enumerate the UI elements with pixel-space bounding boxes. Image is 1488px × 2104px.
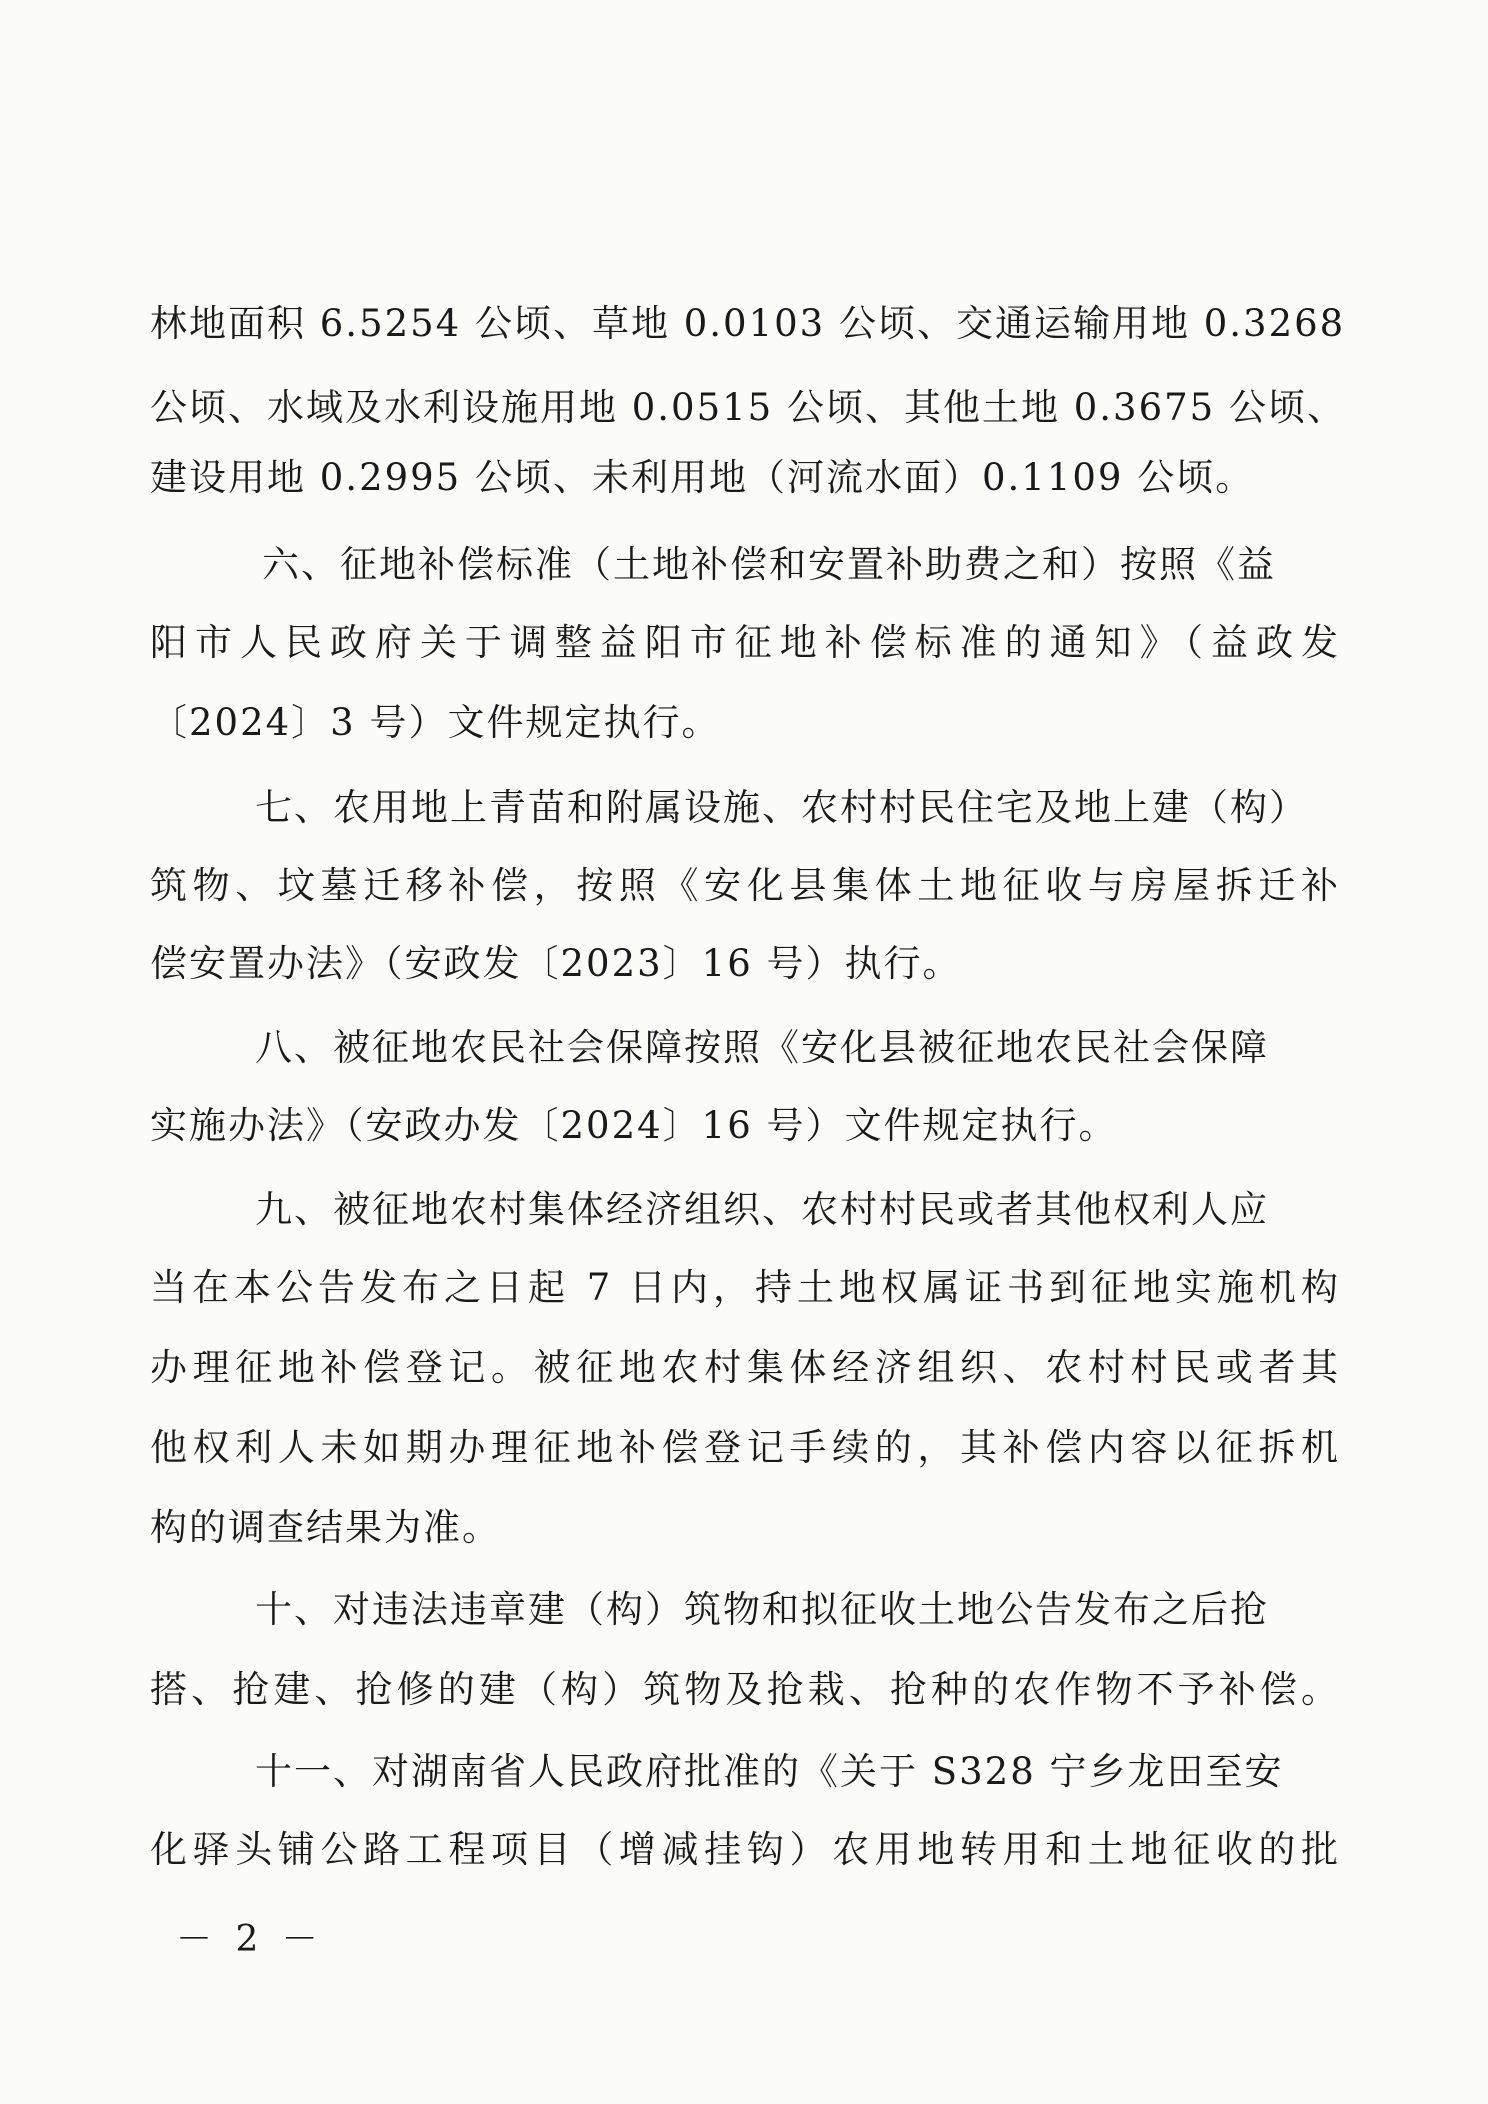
text-line: 化驿头铺公路工程项目（增减挂钩）农用地转用和土地征收的批 xyxy=(150,1828,1340,1871)
paragraph-6-start: 六、征地补偿标准（土地补偿和安置补助费之和）按照《益 xyxy=(262,543,1276,586)
text-line: 办理征地补偿登记。被征地农村集体经济组织、农村村民或者其 xyxy=(150,1346,1340,1389)
text-line: 筑物、坟墓迁移补偿，按照《安化县集体土地征收与房屋拆迁补 xyxy=(150,864,1340,907)
text-line: 他权利人未如期办理征地补偿登记手续的，其补偿内容以征拆机 xyxy=(150,1426,1340,1469)
text-line: 当在本公告发布之日起 7 日内，持土地权属证书到征地实施机构 xyxy=(150,1266,1340,1309)
text-line: 阳市人民政府关于调整益阳市征地补偿标准的通知》（益政发 xyxy=(150,621,1340,664)
paragraph-10-start: 十、对违法违章建（构）筑物和拟征收土地公告发布之后抢 xyxy=(255,1588,1269,1631)
paragraph-8-start: 八、被征地农民社会保障按照《安化县被征地农民社会保障 xyxy=(255,1026,1269,1069)
text-line: 林地面积 6.5254 公顷、草地 0.0103 公顷、交通运输用地 0.3268 xyxy=(150,302,1346,345)
text-line: 搭、抢建、抢修的建（构）筑物及抢栽、抢种的农作物不予补偿。 xyxy=(150,1668,1340,1711)
text-line: 实施办法》（安政办发〔2024〕16 号）文件规定执行。 xyxy=(150,1104,1118,1147)
paragraph-7-start: 七、农用地上青苗和附属设施、农村村民住宅及地上建（构） xyxy=(255,786,1308,829)
text-line: 偿安置办法》（安政发〔2023〕16 号）执行。 xyxy=(150,942,962,985)
text-line: 公顷、水域及水利设施用地 0.0515 公顷、其他土地 0.3675 公顷、 xyxy=(150,386,1346,429)
page-number: － 2 － xyxy=(176,1919,324,1960)
text-line: 〔2024〕3 号）文件规定执行。 xyxy=(150,701,721,744)
text-line: 建设用地 0.2995 公顷、未利用地（河流水面）0.1109 公顷。 xyxy=(150,456,1255,499)
paragraph-11-start: 十一、对湖南省人民政府批准的《关于 S328 宁乡龙田至安 xyxy=(255,1750,1284,1793)
paragraph-9-start: 九、被征地农村集体经济组织、农村村民或者其他权利人应 xyxy=(255,1188,1269,1231)
text-line: 构的调查结果为准。 xyxy=(150,1506,501,1549)
